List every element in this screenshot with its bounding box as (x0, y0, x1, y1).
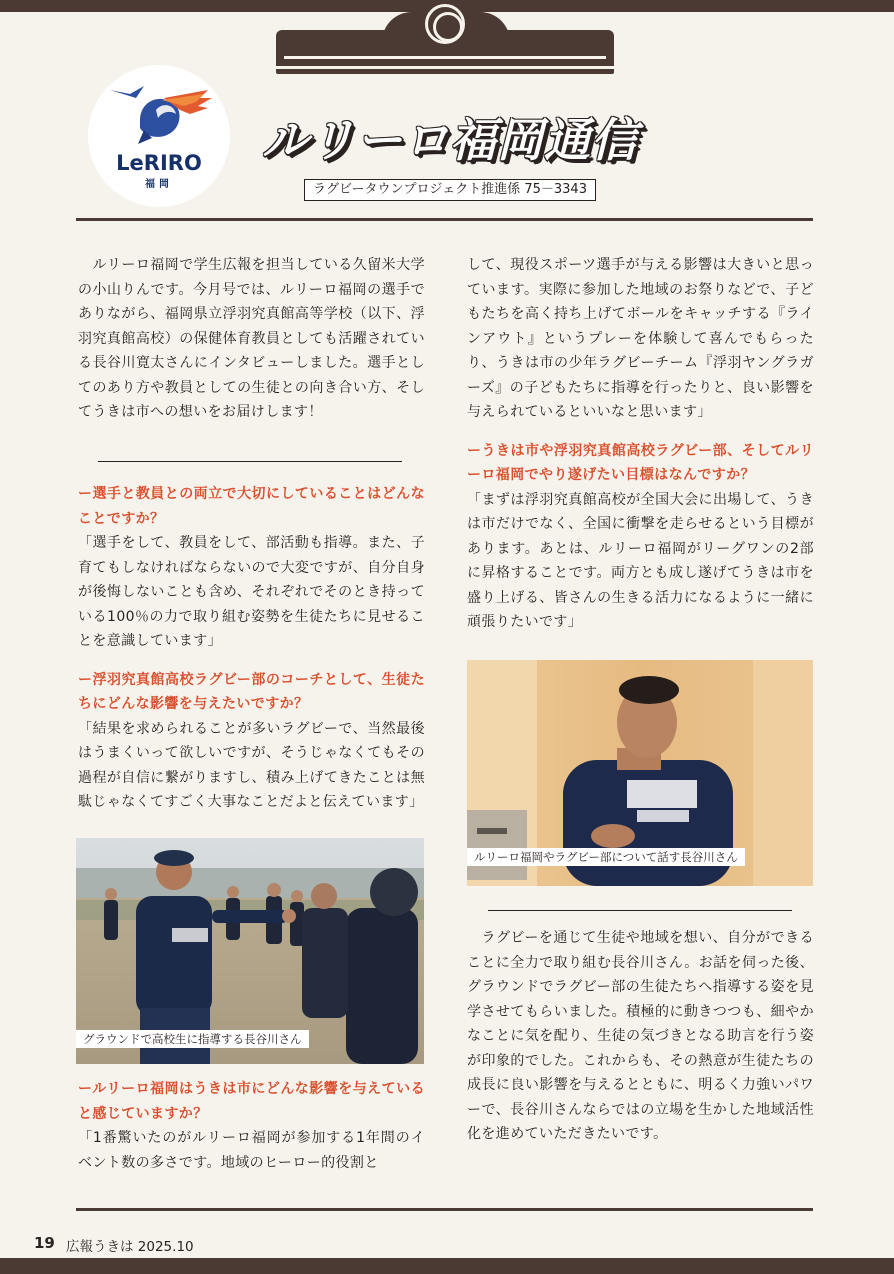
answer-2: 「結果を求められることが多いラグビーで、当然最後はうまくいって欲しいですが、そうじゃなくてもその過程が自信に繋がりますし、積み上げてきたことは無駄じゃなくてすごく大事なことだよと伝えています」 (78, 720, 425, 810)
bird-emblem-icon (100, 80, 218, 160)
closing-paragraph: ラグビーを通じて生徒や地域を想い、自分ができることに全力で取り組む長谷川さん。お話を伺った後、グラウンドでラグビー部の生徒たちへ指導する姿を見学させてもらいました。積極的に動きつつも、細やかなことに気を配り、生徒の気づきとなる助言を行う姿が印象的でした。これからも、その熱意が生徒たちの成長に良い影響を与えるとともに、明るく力強いパワーで、長谷川さんならではの立場を生かした地域活性化を進めていただきたいです。 (467, 930, 814, 1142)
right-photo-caption: ルリーロ福岡やラグビー部について話す長谷川さん (467, 848, 745, 866)
left-column-intro (78, 253, 425, 425)
intro-divider (98, 461, 402, 462)
question-4: ーうきは市や浮羽究真館高校ラグビー部、そしてルリーロ福岡でやり遂げたい目標はなんですか？ (467, 442, 814, 483)
question-1: ー選手と教員との両立で大切にしていることはどんなことですか？ (78, 486, 425, 527)
header-divider (76, 218, 813, 221)
page-number: 19 (34, 1234, 55, 1252)
answer-3-end: して、現役スポーツ選手が与える影響は大きいと思っています。実際に参加した地域のお祭りなどで、子どもたちを高く持ち上げてボールをキャッチする『ラインアウト』というプレーを体験して喜んでもらったり、うきは市の少年ラグビーチーム『浮羽ヤングラガーズ』の子どもたちに指導を行ったりと、良い影響を与えられているといいなと思います」 (467, 257, 814, 420)
footer-divider (76, 1208, 813, 1211)
intro-paragraph: ルリーロ福岡で学生広報を担当している久留米大学の小山りんです。今月号では、ルリーロ福岡の選手でありながら、福岡県立浮羽究真館高等学校（以下、浮羽究真館高校）の保健体育教員としても活躍されている長谷川寛太さんにインタビューしました。選手としてのあり方や教員としての生徒との向き合い方、そしてうきは市への想いをお届けします！ (78, 257, 425, 420)
logo-subtext: 福岡 (145, 179, 173, 190)
right-column-closing (467, 926, 814, 1147)
answer-1: 「選手をして、教員をして、部活動も指導。また、子育てもしなければならないので大変ですが、自分自身が後悔しないことも含め、それぞれでそのとき持っている100％の力で取り組む姿勢を生徒たちに見せることを意識しています」 (78, 535, 425, 649)
answer-3-start: 「1番驚いたのがルリーロ福岡が参加する1年間のイベント数の多さです。地域のヒーロー的役割と (78, 1130, 425, 1171)
logo-wordmark: LeRIRO (116, 151, 202, 175)
left-column-qa (78, 482, 425, 815)
left-column-q3 (78, 1077, 425, 1175)
question-3: ールリーロ福岡はうきは市にどんな影響を与えていると感じていますか？ (78, 1081, 425, 1122)
answer-4: 「まずは浮羽究真館高校が全国大会に出場して、うきは市だけでなく、全国に衝撃を走らせるという目標があります。あとは、ルリーロ福岡がリーグワンの2部に昇格することです。両方とも成し遂げてうきは市を盛り上げる、皆さんの生きる活力になるように一緒に頑張りたいです」 (467, 491, 814, 630)
question-2: ー浮羽究真館高校ラグビー部のコーチとして、生徒たちにどんな影響を与えたいですか？ (78, 671, 425, 712)
contact-info: ラグビータウンプロジェクト推進係 75－3343 (304, 179, 596, 201)
right-column-top (467, 253, 814, 635)
closing-divider (488, 910, 792, 911)
bottom-border (0, 1258, 894, 1274)
page-title: ルリーロ福岡通信 (262, 113, 638, 167)
publication-info: 広報うきは 2025.10 (66, 1239, 194, 1255)
left-photo-caption: グラウンドで高校生に指導する長谷川さん (76, 1030, 309, 1048)
header-ring-icon (425, 4, 465, 44)
